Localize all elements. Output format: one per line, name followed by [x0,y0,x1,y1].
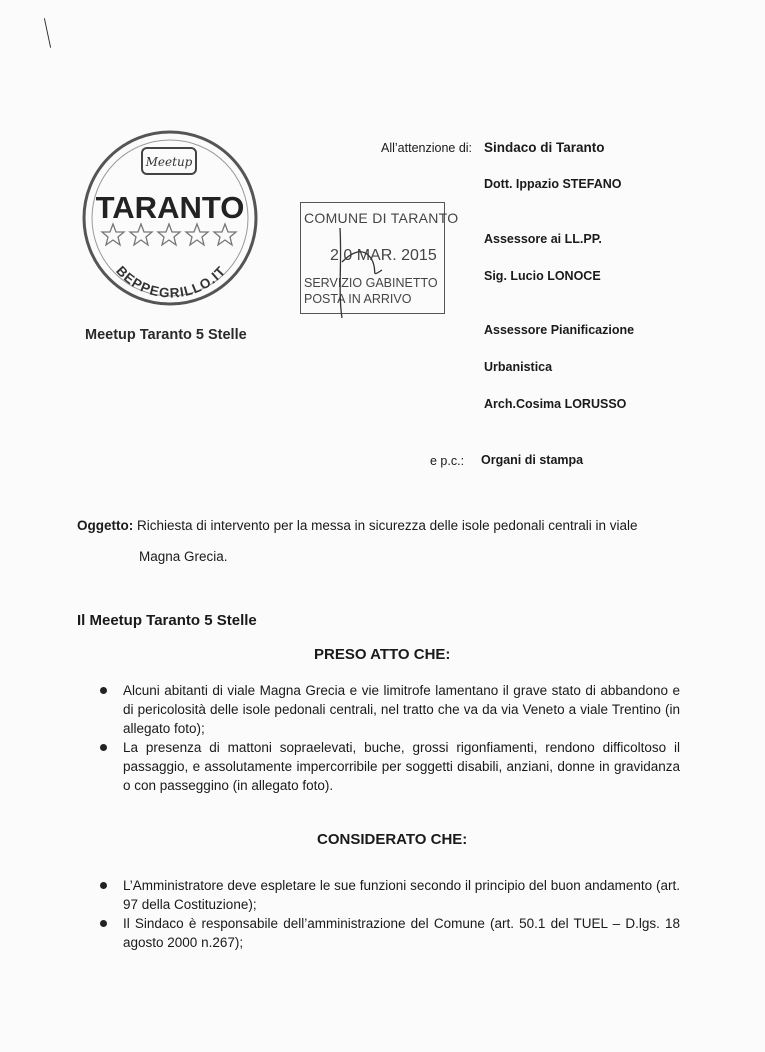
list-item-text: Alcuni abitanti di viale Magna Grecia e vie limitrofe lamentano il grave stato di abbandono e di pericolosità delle isole pedonali centrali, nel tratto che va da via Veneto a viale Trentino (in allegato foto); [123,683,680,736]
subject-label: Oggetto: [77,518,134,533]
list-item [100,681,680,738]
bullet-icon [100,920,107,927]
list-item [100,914,680,952]
addressee-line: Dott. Ippazio STEFANO [484,177,622,191]
attention-label: All’attenzione di: [381,141,473,155]
addressee-line: Sindaco di Taranto [484,140,605,155]
list-item [100,876,680,914]
pen-mark [44,18,51,48]
sender-heading: Il Meetup Taranto 5 Stelle [77,612,257,629]
subject-line [77,518,638,533]
cc-value: Organi di stampa [481,453,584,467]
addressee-line: Urbanistica [484,360,553,374]
stamp-line3: SERVIZIO GABINETTO [304,276,438,290]
list-item [100,738,680,795]
logo-caption: Meetup Taranto 5 Stelle [85,327,247,343]
list-item-text: Il Sindaco è responsabile dell’amministrazione del Comune (art. 50.1 del TUEL – D.lgs. 18 agosto 2000 n.267); [123,916,680,950]
addressee-line: Arch.Cosima LORUSSO [484,397,627,411]
badge-text: Meetup [145,155,193,169]
logo-city: TARANTO [95,190,245,225]
logo-arc-text: BEPPEGRILLO.IT [113,263,229,301]
section-title: PRESO ATTO CHE: [314,646,451,663]
bullet-icon [100,744,107,751]
bullet-icon [100,687,107,694]
bullet-icon [100,882,107,889]
list-item-text: La presenza di mattoni sopraelevati, buche, grossi rigonfiamenti, rendono difficoltoso il passaggio, e assolutamente impercorribile per soggetti disabili, anziani, donne in gravidanza o con passeggino (in allegato foto). [123,740,680,793]
bullet-list [100,681,680,795]
subject-text: Richiesta di intervento per la messa in sicurezza delle isole pedonali centrali in viale [133,518,638,533]
list-item-text: L’Amministratore deve espletare le sue funzioni secondo il principio del buon andamento (art. 97 della Costituzione); [123,878,680,912]
addressee-line: Sig. Lucio LONOCE [484,269,601,283]
stamp-date: 2 0 MAR. 2015 [330,247,437,264]
cc-label: e p.c.: [430,454,465,468]
bullet-list [100,876,680,952]
signature-scribble [312,222,402,322]
section-title: CONSIDERATO CHE: [317,831,468,848]
stamp-line4: POSTA IN ARRIVO [304,292,412,306]
addressee-line: Assessore Pianificazione [484,323,635,337]
stamp-line1: COMUNE DI TARANTO [304,210,459,226]
meetup-logo [80,128,262,310]
stars-icon [102,224,236,245]
addressee-line: Assessore ai LL.PP. [484,232,602,246]
subject-text-cont: Magna Grecia. [139,549,228,564]
